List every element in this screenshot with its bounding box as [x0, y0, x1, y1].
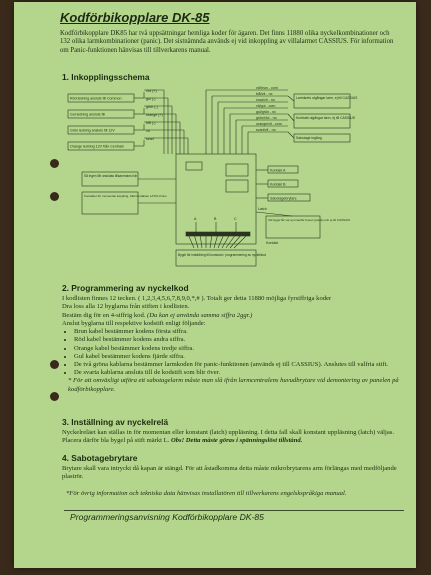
- section2-p2: Dra loss alla 12 byglarna från stiften i kodlisten.: [62, 303, 190, 311]
- right-box-label: Kontrakt utgångar larm, ej till CASSIUS: [296, 116, 355, 120]
- section3-body: [62, 429, 404, 446]
- section2-p3: [62, 312, 404, 320]
- list-item: • Brun kabel bestämmer kodens första siffra.: [74, 328, 404, 336]
- punch-hole: [50, 392, 59, 401]
- wire-label: vit/gul - com: [256, 104, 276, 108]
- document-page: [14, 2, 416, 568]
- section2-p1: I kodlisten finnes 12 tecken. ( 1,2,3,4,5,6,7,8,9,0,*,# ). Totalt ger detta 11880 möjliga fyrsiffriga koder: [62, 295, 332, 302]
- list-item: • Orange kabel bestämmer kodens tredje siffra.: [74, 345, 404, 353]
- wire-label: blå (-): [146, 121, 156, 125]
- side-box-label: Kontakt A: [270, 168, 286, 173]
- closing-note: *För övrig information och tekniska data hänvisas installatören till tillverkarens engelskspråkiga manual.: [66, 490, 347, 497]
- section2-p3-text: Bestäm dig för en 4-siffrig kod.: [62, 311, 148, 319]
- section3-warning: Obs! Detta måste göras i spänningslöst tillstånd.: [170, 437, 303, 445]
- list-item: • De två gröna kablarna bestämmer larmkoden för panic-funktionen (används ej till CASSIUS). Anslutes till valfria stift.: [74, 361, 404, 369]
- wire-label: svart/vit - no: [256, 128, 276, 132]
- wire-label: grön (-): [146, 105, 158, 109]
- punch-hole: [50, 159, 59, 168]
- bygel-label: A: [194, 217, 197, 221]
- section2-p3-italic: (Du kan ej använda samma siffra 2ggr.): [147, 311, 253, 319]
- wire-label: svart: [146, 137, 154, 141]
- chip-block: [186, 162, 202, 170]
- wire-label: orange (+): [146, 113, 163, 117]
- footer-divider: [64, 510, 404, 511]
- latch-label: Latch: [258, 207, 267, 211]
- wire-list: [62, 328, 404, 377]
- bygel-label: B: [214, 217, 217, 221]
- section2-p4: Anslut byglarna till respektive kodstift enligt följande:: [62, 319, 206, 327]
- wire-label: rosa/vit - no: [256, 98, 275, 102]
- side-box-label: Kontakt B: [270, 182, 286, 187]
- left-box-label: Röd ledning ansluts till Common: [70, 96, 122, 101]
- mid-left-label: Kontakter för momentan koppling, Alla Kontakten LATCH finns: [84, 194, 167, 198]
- relay-block: [226, 164, 248, 176]
- list-item: • Gul kabel bestämmer kodens fjärde siffra.: [74, 353, 404, 361]
- left-box-label: Grön ledning ansluts till 12V: [70, 128, 115, 133]
- footer-text: Programmeringsanvisning Kodförbikopplare DK-85: [70, 512, 264, 522]
- wire-label: vit: [146, 129, 150, 133]
- wire-label: gul (-): [146, 97, 156, 101]
- wire-label: vit/brun - com: [256, 86, 278, 90]
- pin-header: [186, 232, 250, 236]
- section4-body: Brytare skall vara intryckt då kapan är stängd. För att åstadkomma detta måste mikrobrytarens arm förlängas med medföljande plaströr.: [62, 465, 397, 481]
- section3-heading: 3. Inställning av nyckelrelä: [62, 417, 169, 427]
- right-box-label: Sabotage ingång: [296, 136, 322, 140]
- wiring-diagram: [66, 84, 376, 274]
- wire-label: blå/vit - nc: [256, 92, 273, 96]
- intro-paragraph: Kodförbikopplare DK85 har två uppsättningar hemliga koder för ägaren. Det finns 11880 olika nyckelkombinationer och 132 olika larmkombinationer (panic). Det sistnämnda används ej vid inkoppling av villalarmet CASSIUS. För information om Panic-funktionen hänvisas till tillverkarens manual.: [60, 30, 394, 54]
- left-box-label: Gul ledning ansluts till: [70, 112, 105, 117]
- bygel-label: C: [234, 217, 237, 221]
- section4-heading: 4. Sabotagebrytare: [62, 453, 138, 463]
- section1-heading: 1. Inkopplingsschema: [62, 72, 150, 82]
- wire-label: gul/grön - nc: [256, 110, 276, 114]
- section2-body: [62, 295, 404, 394]
- left-box-label: Orange ledning 12V från Centraln: [70, 144, 124, 149]
- wire-label: röd (+): [146, 89, 157, 93]
- section2-note: * För att omväxligt utföra ett sabotagelarm måste man slå ifrån larmcentralens huvudbrytare vid demontering av panelen på kodförbikopplare.: [68, 377, 399, 393]
- side-box-label: Sabotagebrytare: [270, 196, 297, 201]
- section2-heading: 2. Programmering av nyckelkod: [62, 283, 189, 293]
- mid-right-label: Vid bygel får var ej innanför boxen (panik) och ej till CASSIUS: [268, 218, 350, 222]
- list-item: • Röd kabel bestämmer kodens andra siffra.: [74, 336, 404, 344]
- punch-hole: [50, 192, 59, 201]
- punch-hole: [50, 360, 59, 369]
- wiring-diagram-svg: [66, 84, 376, 274]
- bottom-box-label: Bygel för inställning till konstant / programmering av nyckelkod: [178, 253, 267, 257]
- wire-label: grön/röd - no: [256, 116, 277, 120]
- wire-label: orange/vit - com: [256, 122, 282, 126]
- section3-text: Nyckelreläet kan ställas in för momentan eller konstant (latch) uppläsning. I detta fall skall konstant uppläsning (latch) väljas. Placera därför bla bygel på stift märkt L.: [62, 429, 394, 445]
- right-box-label: Larmkrets utgångar larm, ej till CASSIUS: [296, 96, 358, 100]
- list-item: • De svarta kablarna ansluts till de kodstift som blir över.: [74, 369, 404, 377]
- mid-left-label: Så ingen får anslutas tillsammans här: [84, 174, 138, 178]
- relay-block: [226, 180, 248, 192]
- document-title: Kodförbikopplare DK-85: [60, 10, 210, 25]
- connector-label: Kontakt: [266, 241, 279, 245]
